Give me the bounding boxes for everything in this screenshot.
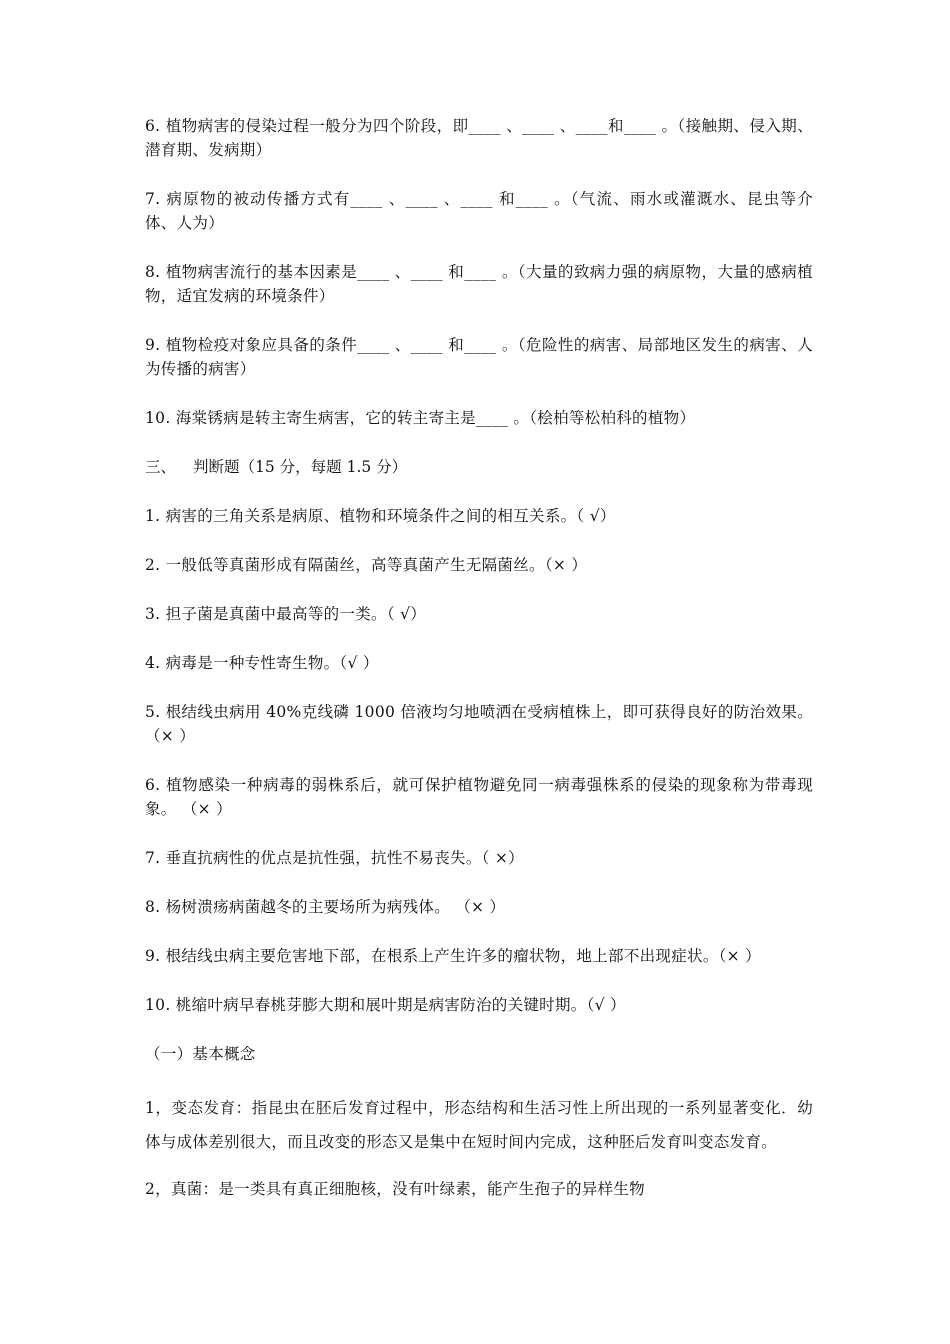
judgment-question-1: 1. 病害的三角关系是病原、植物和环境条件之间的相互关系。（ √） bbox=[145, 507, 616, 525]
document-page bbox=[145, 114, 813, 1226]
fill-in-question-9: 9. 植物检疫对象应具备的条件____ 、____ 和____ 。（危险性的病害、局部地区发生的病害、人为传播的病害） bbox=[145, 336, 813, 378]
fill-in-question-10: 10. 海棠锈病是转主寄生病害，它的转主寄主是____ 。（桧柏等松柏科的植物） bbox=[145, 409, 696, 427]
fill-in-question-7: 7. 病原物的被动传播方式有____ 、____ 、____ 和____ 。（气流、雨水或灌溉水、昆虫等介体、人为） bbox=[145, 190, 813, 232]
concept-item-2: 2，真菌：是一类具有真正细胞核，没有叶绿素，能产生孢子的异样生物 bbox=[145, 1180, 645, 1198]
judgment-question-8: 8. 杨树溃疡病菌越冬的主要场所为病残体。 （× ） bbox=[145, 898, 506, 916]
judgment-question-3: 3. 担子菌是真菌中最高等的一类。（ √） bbox=[145, 605, 427, 623]
judgment-question-4: 4. 病毒是一种专性寄生物。（√ ） bbox=[145, 654, 379, 672]
fill-in-question-8: 8. 植物病害流行的基本因素是____ 、____ 和____ 。（大量的致病力强的病原物，大量的感病植物，适宜发病的环境条件） bbox=[145, 263, 813, 305]
section-three-heading bbox=[145, 455, 813, 479]
judgment-question-6: 6. 植物感染一种病毒的弱株系后，就可保护植物避免同一病毒强株系的侵染的现象称为带毒现象。 （× ） bbox=[145, 776, 813, 818]
judgment-question-5: 5. 根结线虫病用 40%克线磷 1000 倍液均匀地喷洒在受病植株上，即可获得良好的防治效果。（× ） bbox=[145, 703, 813, 745]
fill-in-question-6: 6. 植物病害的侵染过程一般分为四个阶段，即____ 、____ 、____和____ 。（接触期、侵入期、潜育期、发病期） bbox=[145, 117, 813, 159]
concepts-heading: （一）基本概念 bbox=[145, 1045, 256, 1063]
judgment-question-9: 9. 根结线虫病主要危害地下部，在根系上产生许多的瘤状物，地上部不出现症状。（× ） bbox=[145, 947, 761, 965]
section-number: 三、 bbox=[145, 458, 177, 476]
judgment-question-7: 7. 垂直抗病性的优点是抗性强，抗性不易丧失。（ ×） bbox=[145, 849, 524, 867]
judgment-question-2: 2. 一般低等真菌形成有隔菌丝，高等真菌产生无隔菌丝。（× ） bbox=[145, 556, 588, 574]
section-title: 判断题（15 分，每题 1.5 分） bbox=[193, 458, 408, 476]
concept-item-1: 1，变态发育：指昆虫在胚后发育过程中，形态结构和生活习性上所出现的一系列显著变化．幼体与成体差别很大，而且改变的形态又是集中在短时间内完成，这种胚后发育叫变态发育。 bbox=[145, 1099, 813, 1151]
judgment-question-10: 10. 桃缩叶病早春桃芽膨大期和展叶期是病害防治的关键时期。（√ ） bbox=[145, 996, 626, 1014]
